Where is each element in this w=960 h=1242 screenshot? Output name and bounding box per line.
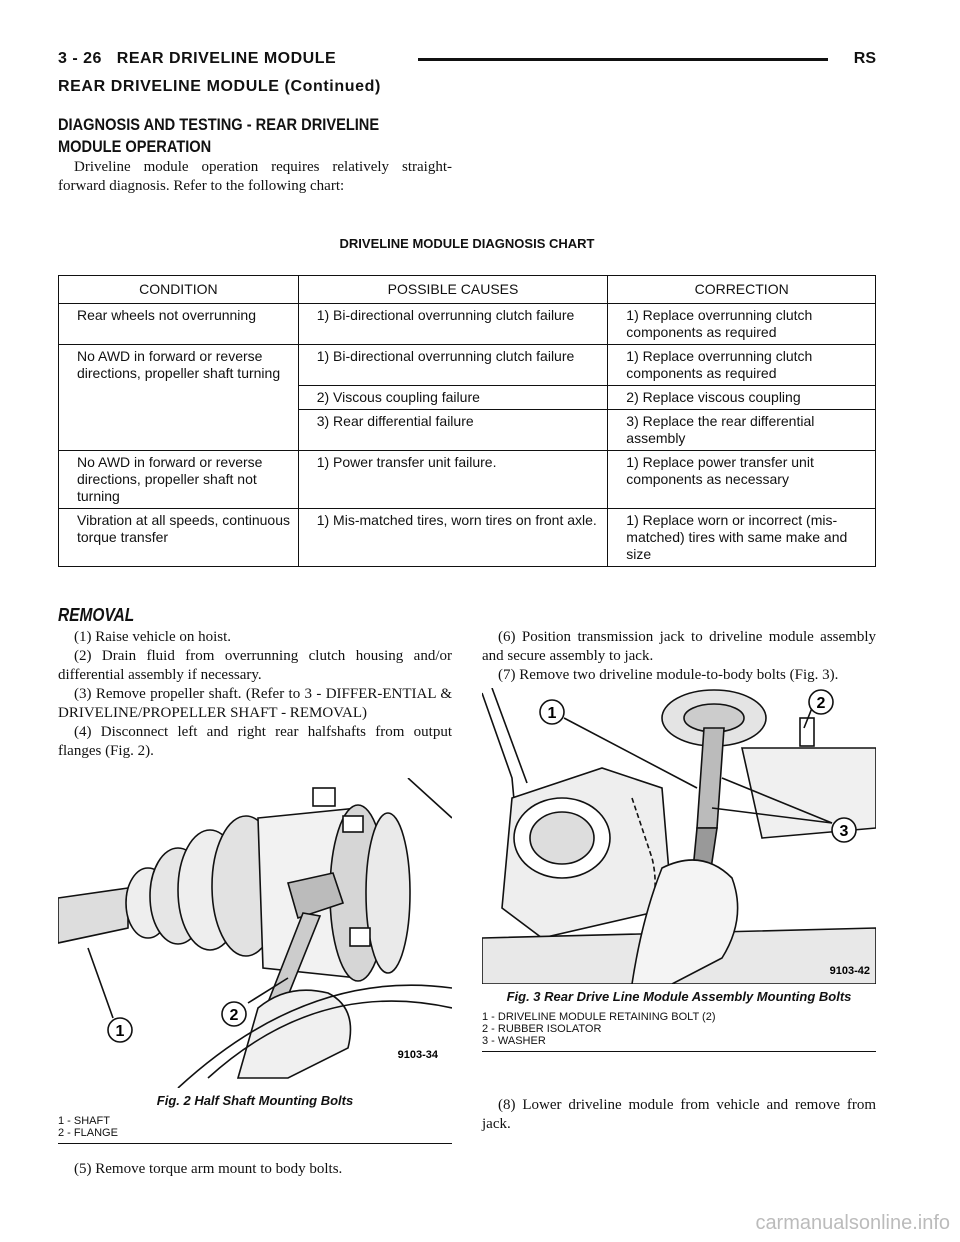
callout-3: 3 [839,823,849,840]
continued-title: REAR DRIVELINE MODULE (Continued) [58,78,381,95]
table-row: Rear wheels not overrunning 1) Bi-directional overrunning clutch failure 1) Replace overrunning clutch components as required [59,304,876,345]
header-rule [418,58,828,61]
step: (4) Disconnect left and right rear halfshafts from output flanges (Fig. 2). [58,724,452,759]
watermark: carmanualsonline.info [755,1212,950,1234]
figure-code: 9103-34 [397,1049,438,1061]
model-code: RS [853,50,876,67]
figure-2 [58,778,452,1144]
table-row: Vibration at all speeds, continuous torque transfer 1) Mis-matched tires, worn tires on front axle. 1) Replace worn or incorrect (mis-matched) tires with same make and size [59,509,876,567]
removal-heading: REMOVAL [58,605,135,625]
half-shaft-illustration [58,778,452,1088]
figure-2-legend: 1 - SHAFT 2 - FLANGE [58,1115,118,1139]
table-row: 2) Viscous coupling failure 2) Replace viscous coupling [59,386,876,410]
figure-2-caption: Fig. 2 Half Shaft Mounting Bolts [156,1093,354,1108]
step: (7) Remove two driveline module-to-body bolts (Fig. 3). [498,667,839,683]
figure-3-caption: Fig. 3 Rear Drive Line Module Assembly Mounting Bolts [506,989,852,1004]
diagnosis-heading-line2: MODULE OPERATION [58,137,212,156]
driveline-module-illustration [482,688,876,984]
col-header-causes: POSSIBLE CAUSES [298,276,608,304]
diagnosis-heading-line1: DIAGNOSIS AND TESTING - REAR DRIVELINE [58,115,380,134]
step: (1) Raise vehicle on hoist. [74,629,232,645]
table-header-row [59,276,876,304]
figure-3 [482,688,876,1052]
step: (6) Position transmission jack to driveline module assembly and secure assembly to jack. [482,629,876,664]
step: (2) Drain fluid from overrunning clutch housing and/or differential assembly if necessary. [58,648,452,683]
removal-steps-left [58,628,452,761]
table-row: No AWD in forward or reverse directions, propeller shaft not turning 1) Power transfer unit failure. 1) Replace power transfer unit components as necessary [59,451,876,509]
callout-2: 2 [229,1007,239,1024]
col-header-condition: CONDITION [59,276,299,304]
callout-1: 1 [115,1023,125,1040]
table-row: No AWD in forward or reverse directions, propeller shaft turning 1) Bi-directional overrunning clutch failure 1) Replace overrunning clutch components as required [59,345,876,386]
removal-step-5: (5) Remove torque arm mount to body bolts. [74,1161,343,1177]
diagnosis-table [58,275,876,567]
removal-step-8: (8) Lower driveline module from vehicle and remove from jack. [482,1097,876,1132]
callout-2: 2 [816,695,826,712]
chart-title: DRIVELINE MODULE DIAGNOSIS CHART [339,236,595,251]
callout-1: 1 [547,705,557,722]
figure-3-legend: 1 - DRIVELINE MODULE RETAINING BOLT (2) 2 - RUBBER ISOLATOR 3 - WASHER [482,1011,716,1047]
step: (3) Remove propeller shaft. (Refer to 3 - DIFFER-ENTIAL & DRIVELINE/PROPELLER SHAFT - REMOVAL) [58,686,452,721]
figure-code: 9103-42 [829,965,870,977]
table-row: 3) Rear differential failure 3) Replace the rear differential assembly [59,410,876,451]
diagnosis-intro: Driveline module operation requires relatively straight-forward diagnosis. Refer to the following chart: [58,159,452,194]
removal-steps-right [482,628,876,685]
diagnosis-heading [58,114,454,158]
page-header [58,50,876,70]
page-number: 3 - 26 REAR DRIVELINE MODULE [58,50,337,67]
col-header-correction: CORRECTION [608,276,876,304]
